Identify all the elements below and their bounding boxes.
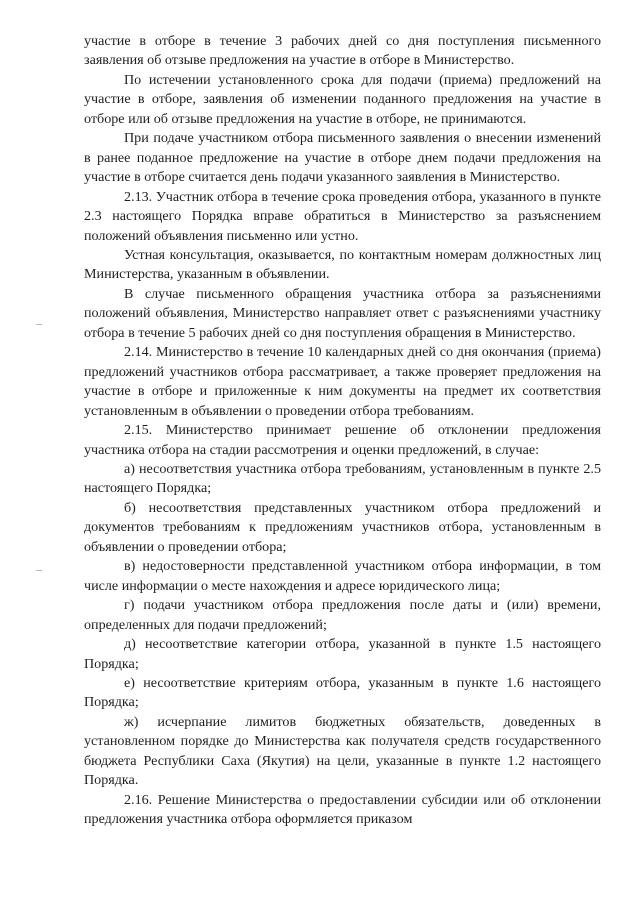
paragraph-1: участие в отборе в течение 3 рабочих дней со дня поступления письменного заявления об отзыве предложения на участие в отборе в Министерство. (84, 33, 601, 69)
list-item-v: в) недостоверности представленной участником отбора информации, в том числе информации о месте нахождения и адресе юридического лица; (84, 558, 601, 594)
list-item-g: г) подачи участником отбора предложения после даты и (или) времени, определенных для подачи предложений; (84, 597, 601, 633)
document-page (84, 32, 601, 830)
paragraph-2-14: 2.14. Министерство в течение 10 календарных дней со дня окончания (приема) предложений участников отбора рассматривает, а также проверяет предложения на участие в отборе и приложенные к ним документы на предмет их соответствия установленным в объявлении о проведении отбора требованиям. (84, 344, 601, 419)
paragraph-written-request: В случае письменного обращения участника отбора за разъяснениями положений объявления, Министерство направляет ответ с разъяснениями участнику отбора в течение 5 рабочих дней со дня поступления обращения в Министерство. (84, 285, 601, 341)
list-item-zh: ж) исчерпание лимитов бюджетных обязательств, доведенных в установленном порядке до Министерства как получателя средств государственного бюджета Республики Саха (Якутия) на цели, указанные в пункте 1.2 настоящего Порядка. (84, 713, 601, 789)
list-item-a: а) несоответствия участника отбора требованиям, установленным в пункте 2.5 настоящего Порядка; (84, 460, 601, 497)
list-item-e: е) несоответствие критериям отбора, указанным в пункте 1.6 настоящего Порядка; (84, 674, 601, 711)
paragraph-oral-consultation: Устная консультация, оказывается, по контактным номерам должностных лиц Министерства, указанным в объявлении. (84, 246, 601, 283)
paragraph-2-13: 2.13. Участник отбора в течение срока проведения отбора, указанного в пункте 2.3 настоящего Порядка вправе обратиться в Министерство за разъяснением положений объявления письменно или устно. (84, 188, 601, 244)
paragraph-2-16: 2.16. Решение Министерства о предоставлении субсидии или об отклонении предложения участника отбора оформляется приказом (84, 791, 601, 828)
paragraph-2-15: 2.15. Министерство принимает решение об отклонении предложения участника отбора на стадии рассмотрения и оценки предложений, в случае: (84, 422, 601, 458)
paragraph-2: По истечении установленного срока для подачи (приема) предложений на участие в отборе, заявления об изменении поданного предложения на участие в отборе или об отзыве предложения на участие в отборе, не принимаются. (84, 71, 601, 127)
list-item-b: б) несоответствия представленных участником отбора предложений и документов требованиям к предложениям участников отбора, установленным в объявлении о проведении отбора; (84, 499, 601, 555)
margin-mark (36, 570, 42, 571)
margin-mark (36, 324, 42, 325)
list-item-d: д) несоответствие категории отбора, указанной в пункте 1.5 настоящего Порядка; (84, 636, 601, 672)
paragraph-3: При подаче участником отбора письменного заявления о внесении изменений в ранее поданное предложение на участие в отборе днем подачи предложения на участие в отборе считается день подачи указанного заявления в Министерство. (84, 130, 601, 186)
